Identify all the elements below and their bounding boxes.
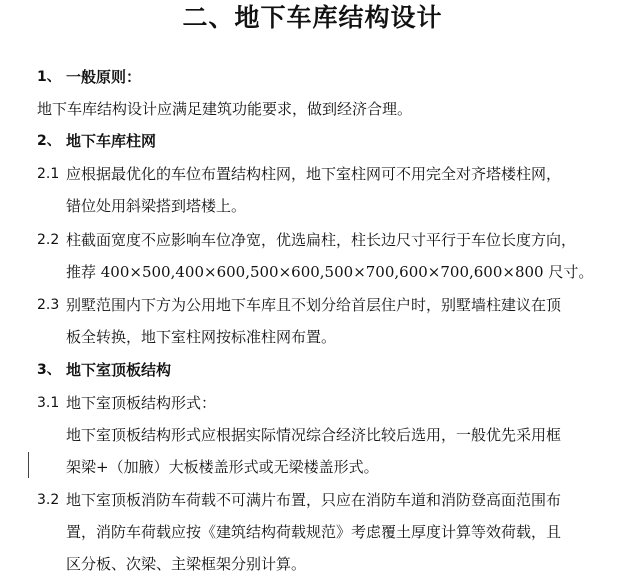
para-2-1-line-2: 错位处用斜梁搭到塔楼上。 (66, 197, 247, 215)
para-2-2-number: 2.2 (37, 232, 60, 248)
para-2-3-line-2: 板全转换，地下室柱网按标准柱网布置。 (66, 328, 337, 346)
para-3-1-line-1: 地下室顶板结构形式： (66, 394, 217, 412)
section-1-heading: 一般原则： (66, 68, 142, 86)
text-cursor (28, 452, 29, 478)
section-1-text: 地下车库结构设计应满足建筑功能要求，做到经济合理。 (37, 100, 413, 118)
page-title: 二、地下车库结构设计 (182, 3, 443, 32)
para-3-2-number: 3.2 (37, 492, 60, 508)
section-3-heading: 地下室顶板结构 (66, 361, 172, 379)
section-2-number: 2、 (37, 133, 61, 149)
para-3-2-line-1: 地下室顶板消防车荷载不可满片布置，只应在消防车道和消防登高面范围布 (66, 491, 562, 509)
para-2-3-line-1: 别墅范围内下方为公用地下车库且不划分给首层住户时，别墅墙柱建议在顶 (66, 296, 562, 314)
para-3-2-line-2: 置，消防车荷载应按《建筑结构荷载规范》考虑覆土厚度计算等效荷载，且 (66, 523, 562, 541)
para-3-1-number: 3.1 (37, 395, 60, 411)
para-2-2-line-1: 柱截面宽度不应影响车位净宽，优选扁柱，柱长边尺寸平行于车位长度方向， (66, 231, 577, 249)
para-2-2-line-2: 推荐 400×500,400×600,500×600,500×700,600×700,600×800 尺寸。 (66, 263, 594, 281)
section-2-heading: 地下车库柱网 (66, 132, 157, 150)
para-2-3-number: 2.3 (37, 297, 60, 313)
para-3-1-line-2: 地下室顶板结构形式应根据实际情况综合经济比较后选用，一般优先采用框 (66, 426, 562, 444)
para-3-1-line-3: 架梁+（加腋）大板楼盖形式或无梁楼盖形式。 (66, 458, 379, 476)
para-2-1-line-1: 应根据最优化的车位布置结构柱网，地下室柱网可不用完全对齐塔楼柱网， (66, 165, 562, 183)
para-3-2-line-3: 区分板、次梁、主梁框架分别计算。 (66, 555, 307, 573)
para-2-1-number: 2.1 (37, 166, 60, 182)
section-1-number: 1、 (37, 69, 61, 85)
section-3-number: 3、 (37, 362, 61, 378)
